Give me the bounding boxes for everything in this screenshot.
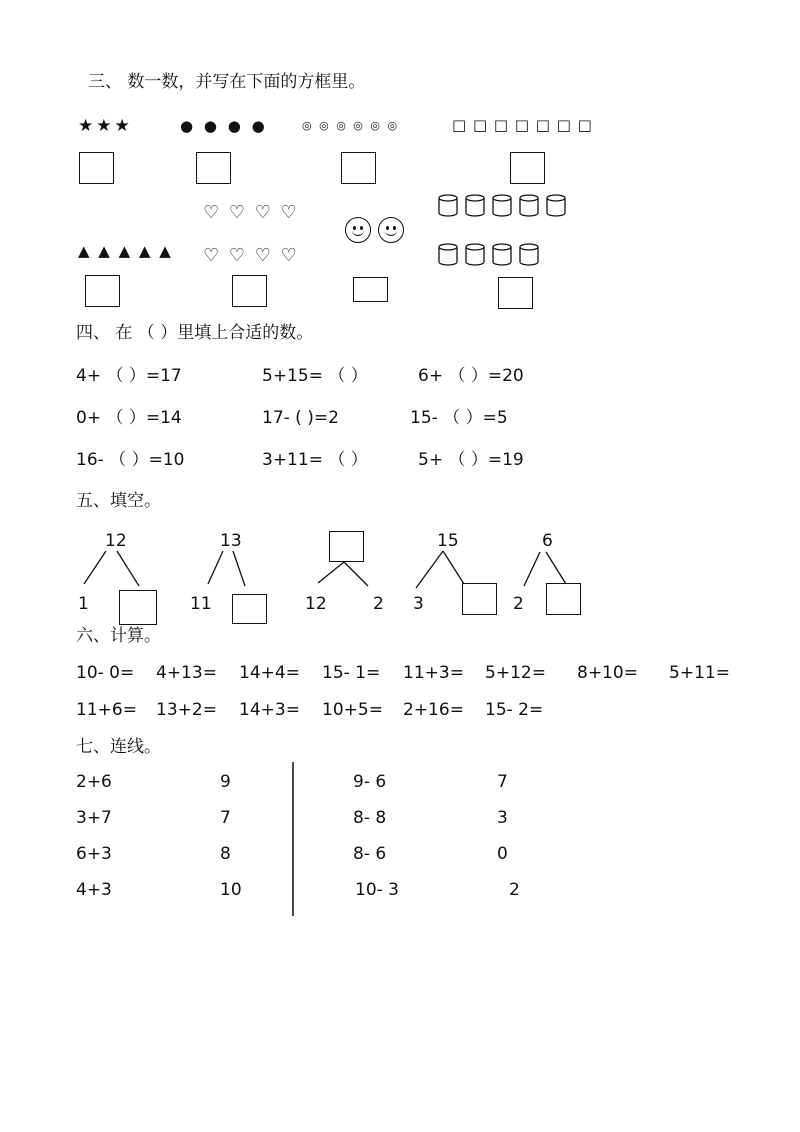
calc-problem: 8+10=: [577, 663, 638, 683]
fill-in-equation: 5+15= （ ）: [262, 366, 368, 386]
match-value: 7: [220, 808, 231, 828]
circle-icon: ◎ ◎ ◎ ◎ ◎ ◎: [302, 119, 400, 132]
match-value: 7: [497, 772, 508, 792]
section5-heading: 五、填空。: [76, 491, 161, 511]
section7-heading: 七、连线。: [76, 737, 161, 757]
fill-in-equation: 5+ （ ）=19: [418, 450, 524, 470]
calc-problem: 5+12=: [485, 663, 546, 683]
square-icon: □ □ □ □ □ □ □: [452, 116, 593, 134]
section4-heading: 四、 在 （ ）里填上合适的数。: [76, 323, 314, 343]
fill-in-equation: 16- （ ）=10: [76, 450, 185, 470]
match-value: 2: [509, 880, 520, 900]
calc-problem: 14+4=: [239, 663, 300, 683]
calc-problem: 10- 0=: [76, 663, 135, 683]
bond-top-number: 15: [437, 531, 459, 551]
match-expression: 8- 6: [353, 844, 387, 864]
calc-problem: 11+6=: [76, 700, 137, 720]
match-expression: 6+3: [76, 844, 112, 864]
bond-part-number: 2: [373, 594, 384, 614]
match-expression: 10- 3: [355, 880, 399, 900]
match-value: 8: [220, 844, 231, 864]
bond-top-number: 6: [542, 531, 553, 551]
bond-top-number: 12: [105, 531, 127, 551]
match-value: 3: [497, 808, 508, 828]
match-value: 0: [497, 844, 508, 864]
match-value: 9: [220, 772, 231, 792]
match-value: 10: [220, 880, 242, 900]
star-icon: ★★★: [78, 116, 133, 136]
match-expression: 8- 8: [353, 808, 387, 828]
calc-problem: 2+16=: [403, 700, 464, 720]
bond-part-number: 12: [305, 594, 327, 614]
heart-icon: ♡ ♡ ♡ ♡: [203, 245, 299, 266]
bond-part-number: 1: [78, 594, 89, 614]
calc-problem: 5+11=: [669, 663, 730, 683]
heart-icon: ♡ ♡ ♡ ♡: [203, 202, 299, 223]
calc-problem: 15- 1=: [322, 663, 381, 683]
dot-icon: ● ● ● ●: [180, 117, 268, 135]
fill-in-equation: 0+ （ ）=14: [76, 408, 182, 428]
match-expression: 4+3: [76, 880, 112, 900]
fill-in-equation: 4+ （ ）=17: [76, 366, 182, 386]
fill-in-equation: 15- （ ）=5: [410, 408, 508, 428]
calc-problem: 15- 2=: [485, 700, 544, 720]
fill-in-equation: 6+ （ ）=20: [418, 366, 524, 386]
section3-heading: 三、 数一数，并写在下面的方框里。: [88, 72, 366, 92]
fill-in-equation: 3+11= （ ）: [262, 450, 368, 470]
calc-problem: 4+13=: [156, 663, 217, 683]
bond-top-number: 13: [220, 531, 242, 551]
calc-problem: 13+2=: [156, 700, 217, 720]
fill-in-equation: 17- ( )=2: [262, 408, 339, 428]
calc-problem: 11+3=: [403, 663, 464, 683]
match-expression: 3+7: [76, 808, 112, 828]
bond-part-number: 11: [190, 594, 212, 614]
section6-heading: 六、计算。: [76, 626, 161, 646]
match-expression: 9- 6: [353, 772, 387, 792]
triangle-icon: ▲ ▲ ▲ ▲ ▲: [78, 242, 173, 260]
bond-part-number: 3: [413, 594, 424, 614]
calc-problem: 10+5=: [322, 700, 383, 720]
bond-part-number: 2: [513, 594, 524, 614]
match-expression: 2+6: [76, 772, 112, 792]
calc-problem: 14+3=: [239, 700, 300, 720]
